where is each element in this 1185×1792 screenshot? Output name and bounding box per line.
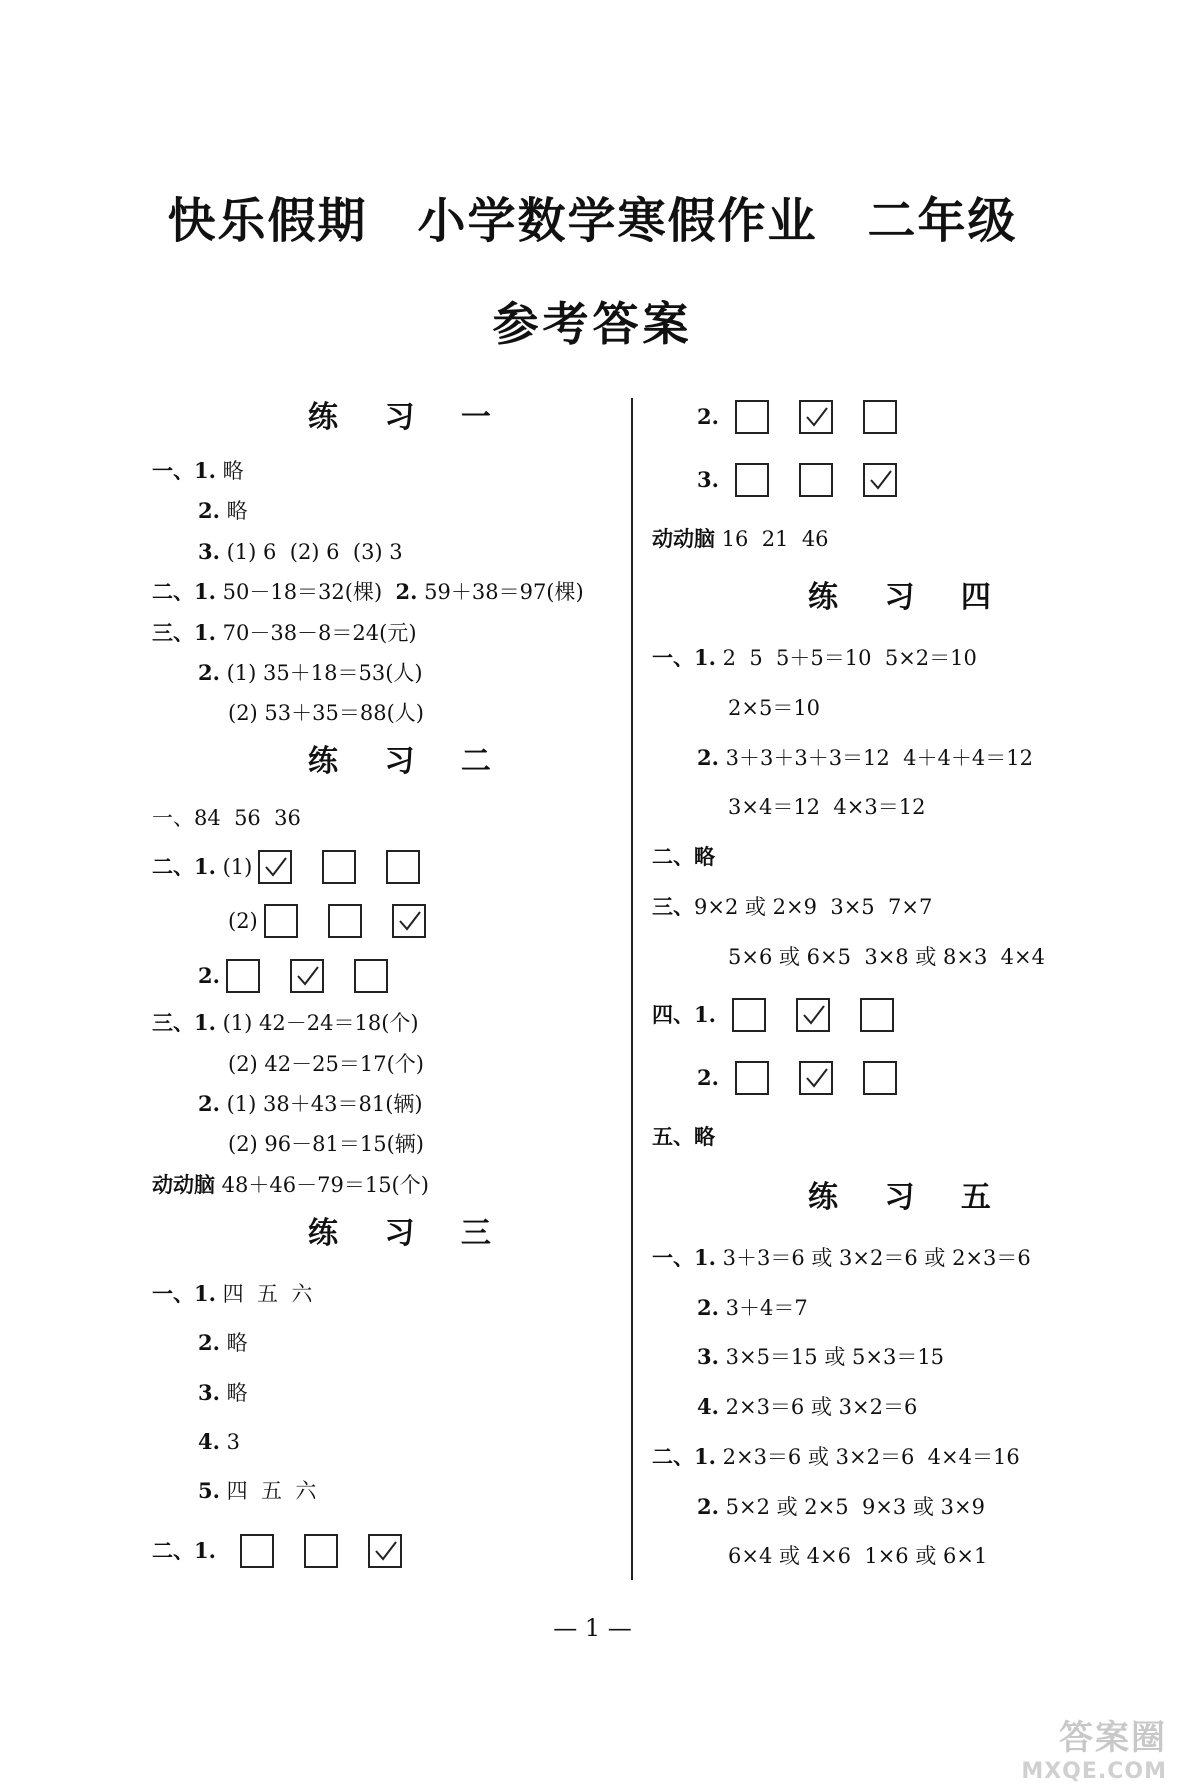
answer-text: 略: [219, 1381, 248, 1405]
answer-text: 四 五 六: [215, 1282, 313, 1306]
answer-line: [728, 792, 925, 822]
answer-line: [697, 1492, 985, 1522]
checkbox-empty: [732, 998, 766, 1032]
checkbox-empty: [735, 1061, 769, 1095]
item-number: 动动脑: [152, 1172, 215, 1197]
item-number: 2.: [198, 660, 220, 685]
answer-text: 6×4 或 4×6 1×6 或 6×1: [728, 1544, 988, 1568]
answer-text: (2) 42－25＝17(个): [228, 1052, 424, 1076]
answer-text: 5×6 或 6×5 3×8 或 8×3 4×4: [728, 945, 1045, 969]
answer-text: 59＋38＝97(棵): [417, 580, 584, 604]
checkbox-empty: [354, 959, 388, 993]
answer-text: 3×5＝15 或 5×3＝15: [718, 1345, 945, 1369]
answer-line: [652, 1442, 1020, 1472]
item-number: 2.: [198, 1330, 220, 1355]
item-number: 一、1.: [152, 458, 216, 483]
document-subtitle: 参考答案: [492, 297, 693, 351]
checkbox-empty: [860, 998, 894, 1032]
answer-text: 3×4＝12 4×3＝12: [728, 795, 926, 819]
checkbox-checked: [290, 959, 324, 993]
section-heading-exercise-2: 练 习 二: [308, 744, 509, 779]
item-number: 2.: [697, 1295, 719, 1320]
answer-line: [198, 1427, 240, 1457]
answer-line: [697, 1392, 917, 1422]
item-number: 二、1.: [652, 1444, 716, 1469]
answer-line: [652, 842, 715, 872]
item-number: 一、1.: [652, 645, 716, 670]
answer-text: 2 5 5＋5＝10 5×2＝10: [715, 646, 977, 670]
answer-text: 一、84 56 36: [152, 806, 301, 830]
answer-text: 70－38－8＝24(元): [215, 621, 417, 645]
answer-text: 48＋46－79＝15(个): [215, 1173, 429, 1197]
check-icon: [802, 1003, 826, 1027]
answer-line: [728, 942, 1045, 972]
answer-text: 3: [219, 1430, 240, 1454]
checkbox-empty: [322, 850, 356, 884]
checkbox-empty: [264, 904, 298, 938]
answer-text: (2): [228, 909, 258, 933]
answer-text: (2) 96－81＝15(辆): [228, 1132, 424, 1156]
page-number: — 1 —: [553, 1614, 632, 1642]
section-heading-exercise-4: 练 习 四: [808, 580, 1009, 615]
answer-text: (1) 38＋43＝81(辆): [219, 1092, 423, 1116]
answer-line: [198, 496, 248, 526]
answer-line: [697, 1293, 808, 1323]
answer-line: [198, 1378, 248, 1408]
answer-line: [652, 524, 829, 554]
answer-line: [152, 1279, 312, 1309]
answer-text: 3＋3＋3＋3＝12 4＋4＋4＝12: [718, 746, 1033, 770]
item-number: 4.: [198, 1429, 220, 1454]
section-heading-exercise-5: 练 习 五: [808, 1180, 1009, 1215]
answer-line: [697, 1342, 944, 1372]
answer-line: [152, 803, 301, 833]
watermark-url: MXQE.COM: [1021, 1759, 1167, 1784]
answer-line: [198, 957, 388, 995]
answer-text: 3＋4＝7: [718, 1296, 808, 1320]
answer-line: [152, 577, 584, 607]
answer-line: [228, 1129, 424, 1159]
answer-text: 2×3＝6 或 3×2＝6: [718, 1395, 918, 1419]
answer-text: (1) 6 (2) 6 (3) 3: [219, 540, 403, 564]
answer-text: 略: [215, 459, 244, 483]
checkbox-empty: [735, 463, 769, 497]
check-icon: [805, 1066, 829, 1090]
answer-line: [652, 643, 977, 673]
answer-text: 2×3＝6 或 3×2＝6 4×4＝16: [715, 1445, 1020, 1469]
checkbox-empty: [799, 463, 833, 497]
item-number: 三、: [652, 894, 694, 919]
answer-line: [728, 1541, 987, 1571]
item-number: 4.: [697, 1394, 719, 1419]
item-number: 一、1.: [152, 1281, 216, 1306]
item-number: 3.: [697, 467, 719, 492]
checkbox-empty: [735, 400, 769, 434]
answer-text: 9×2 或 2×9 3×5 7×7: [694, 895, 933, 919]
item-number: 3.: [198, 539, 220, 564]
check-icon: [296, 964, 320, 988]
answer-line: [697, 398, 897, 436]
checkbox-checked: [392, 904, 426, 938]
item-number: 3.: [198, 1380, 220, 1405]
answer-line: [228, 1049, 424, 1079]
item-number: 二、1.: [152, 1538, 216, 1563]
answer-text: (1): [215, 855, 253, 879]
answer-line: [152, 1170, 429, 1200]
answer-text: 略: [219, 1331, 248, 1355]
answer-line: [652, 1122, 715, 1152]
answer-line: [697, 1059, 897, 1097]
item-number: 2.: [198, 498, 220, 523]
check-icon: [398, 909, 422, 933]
answer-line: [152, 456, 244, 486]
item-number: 二、1.: [152, 579, 216, 604]
answer-text: 四 五 六: [219, 1479, 317, 1503]
answer-line: [728, 693, 820, 723]
checkbox-empty: [863, 400, 897, 434]
item-number: 二、略: [652, 844, 715, 869]
answer-text: 略: [219, 499, 248, 523]
item-number: 2.: [697, 1494, 719, 1519]
checkbox-empty: [304, 1534, 338, 1568]
checkbox-empty: [240, 1534, 274, 1568]
item-number: 2.: [697, 404, 719, 429]
item-number: 2.: [395, 579, 418, 604]
answer-line: [697, 461, 897, 499]
answer-line: [697, 743, 1033, 773]
answer-line: [228, 698, 424, 728]
item-number: 三、1.: [152, 620, 216, 645]
answer-line: [198, 658, 423, 688]
check-icon: [805, 405, 829, 429]
answer-line: [198, 1089, 423, 1119]
answer-text: 50－18＝32(棵): [215, 580, 383, 604]
answer-line: [152, 618, 417, 648]
item-number: 二、1.: [152, 854, 216, 879]
answer-text: 5×2 或 2×5 9×3 或 3×9: [718, 1495, 985, 1519]
section-heading-exercise-1: 练 习 一: [308, 400, 509, 435]
item-number: 2.: [697, 745, 719, 770]
answer-line: [198, 1328, 248, 1358]
item-number: 3.: [697, 1344, 719, 1369]
check-icon: [374, 1539, 398, 1563]
checkbox-checked: [368, 1534, 402, 1568]
item-number: 2.: [198, 1091, 220, 1116]
check-icon: [264, 855, 288, 879]
checkbox-checked: [796, 998, 830, 1032]
answer-line: [652, 892, 932, 922]
answer-text: 3＋3＝6 或 3×2＝6 或 2×3＝6: [715, 1246, 1031, 1270]
watermark-logo-text: 答案圈: [1059, 1718, 1167, 1758]
answer-line: [152, 1008, 419, 1038]
item-number: 2.: [198, 963, 220, 988]
section-heading-exercise-3: 练 习 三: [308, 1216, 509, 1251]
answer-line: [152, 1532, 402, 1570]
item-number: 三、1.: [152, 1010, 216, 1035]
answer-line: [198, 1476, 316, 1506]
answer-line: [652, 1243, 1031, 1273]
watermark: [1021, 1710, 1167, 1784]
answer-line: [152, 848, 420, 886]
checkbox-empty: [328, 904, 362, 938]
checkbox-empty: [386, 850, 420, 884]
answer-text: (1) 35＋18＝53(人): [219, 661, 423, 685]
checkbox-checked: [799, 400, 833, 434]
item-number: 一、1.: [652, 1245, 716, 1270]
item-number: 5.: [198, 1478, 220, 1503]
checkbox-checked: [863, 463, 897, 497]
item-number: 动动脑: [652, 526, 715, 551]
document-title: 快乐假期 小学数学寒假作业 二年级: [167, 193, 1018, 249]
checkbox-checked: [799, 1061, 833, 1095]
answer-text: 2×5＝10: [728, 696, 821, 720]
item-number: 四、1.: [652, 1002, 716, 1027]
answer-text: 16 21 46: [715, 527, 829, 551]
answer-line: [228, 902, 426, 940]
item-number: 2.: [697, 1065, 719, 1090]
answer-line: [652, 996, 894, 1034]
answer-line: [198, 537, 403, 567]
checkbox-checked: [258, 850, 292, 884]
item-number: 五、略: [652, 1124, 715, 1149]
answer-text: (2) 53＋35＝88(人): [228, 701, 424, 725]
checkbox-empty: [863, 1061, 897, 1095]
column-divider: [631, 398, 633, 1580]
checkbox-empty: [226, 959, 260, 993]
answer-text: (1) 42－24＝18(个): [215, 1011, 419, 1035]
check-icon: [869, 468, 893, 492]
